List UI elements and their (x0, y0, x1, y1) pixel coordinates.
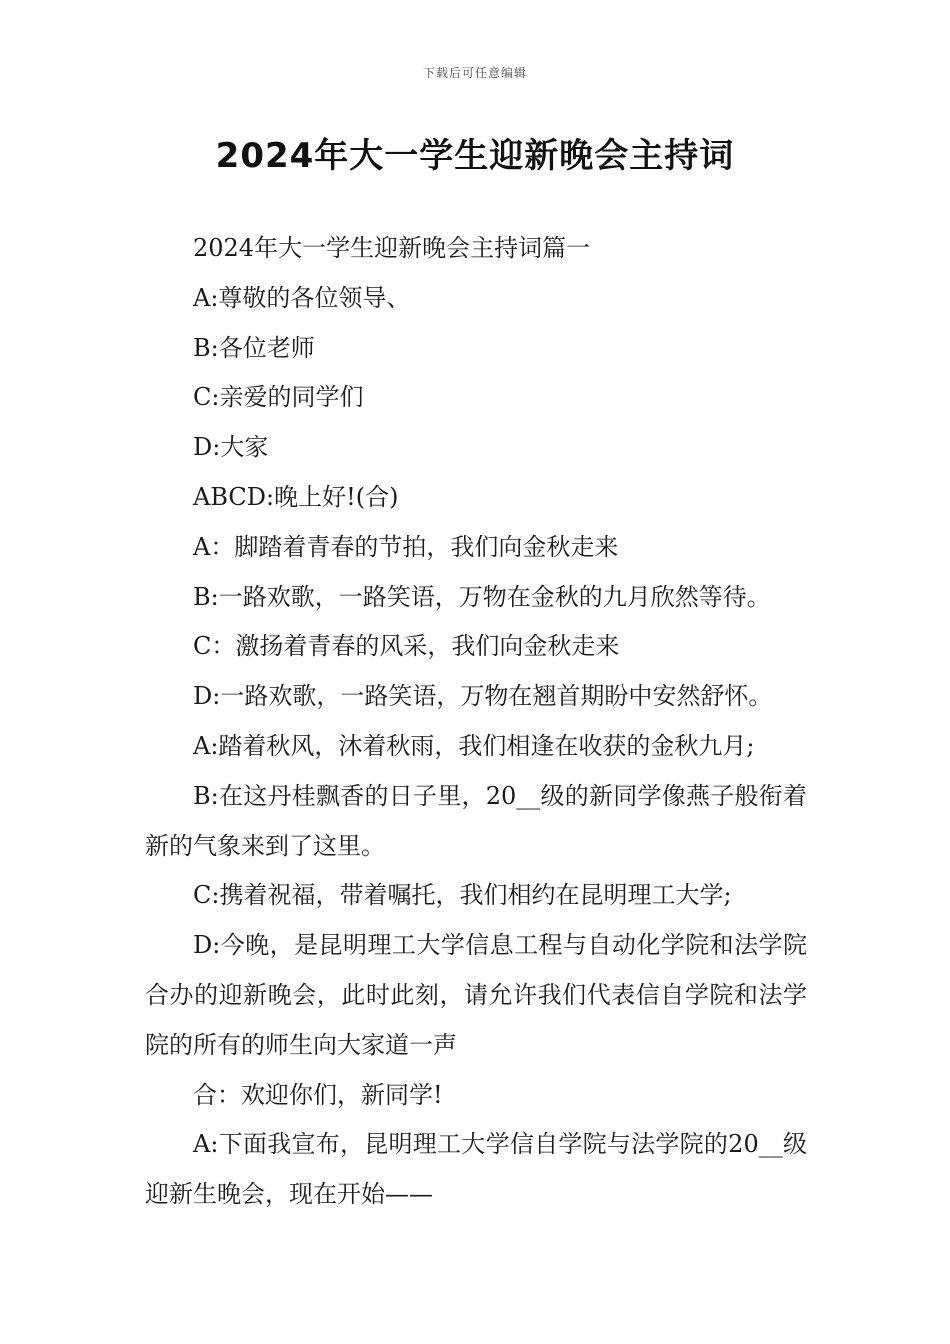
paragraph-line: ABCD:晚上好!(合) (193, 482, 399, 511)
paragraph-line: A:下面我宣布，昆明理工大学信自学院与法学院的20__级迎新生晚会，现在开始—— (145, 1130, 807, 1209)
document-body (145, 224, 807, 1220)
paragraph-line: B:在这丹桂飘香的日子里，20__级的新同学像燕子般衔着新的气象来到了这里。 (145, 781, 807, 860)
paragraph-section-heading: 2024年大一学生迎新晚会主持词篇一 (193, 234, 591, 262)
paragraph-line: C:亲爱的同学们 (193, 383, 364, 412)
paragraph-line: B:一路欢歌，一路笑语，万物在金秋的九月欣然等待。 (193, 582, 771, 611)
paragraph-line: A:踏着秋风，沐着秋雨，我们相逢在收获的金秋九月; (193, 731, 755, 760)
page-header-note: 下载后可任意编辑 (422, 66, 527, 80)
paragraph-line: C：激扬着青春的风采，我们向金秋走来 (193, 632, 620, 661)
paragraph-line: A:尊敬的各位领导、 (193, 283, 411, 312)
paragraph-line: C:携着祝福，带着嘱托，我们相约在昆明理工大学; (193, 881, 732, 910)
paragraph-line: D:大家 (193, 433, 269, 462)
paragraph-line: A：脚踏着青春的节拍，我们向金秋走来 (193, 532, 619, 561)
document-title: 2024年大一学生迎新晚会主持词 (215, 136, 735, 176)
paragraph-line: D:今晚，是昆明理工大学信息工程与自动化学院和法学院合办的迎新晚会，此时此刻，请允许我们代表信自学院和法学院的所有的师生向大家道一声 (145, 931, 807, 1059)
paragraph-line: 合：欢迎你们，新同学! (193, 1080, 443, 1109)
paragraph-line: B:各位老师 (193, 333, 315, 362)
paragraph-line: D:一路欢歌，一路笑语，万物在翘首期盼中安然舒怀。 (193, 682, 773, 711)
